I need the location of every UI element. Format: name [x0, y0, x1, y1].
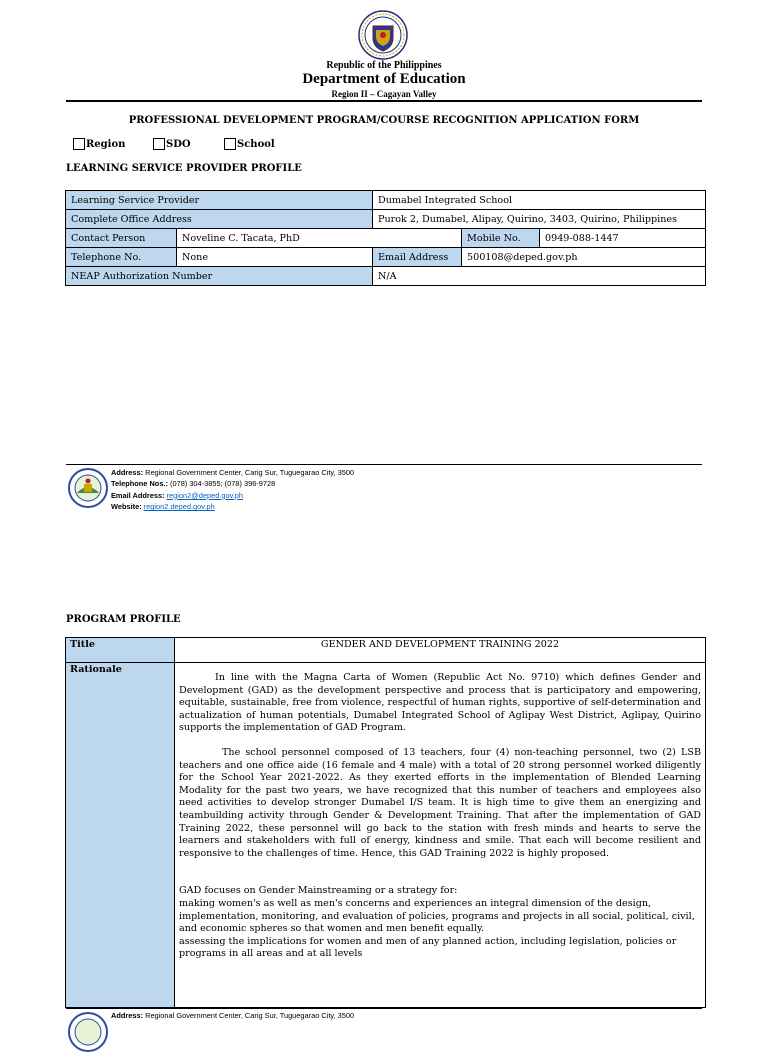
- footer-website-label: Website:: [111, 502, 142, 512]
- gad-intro: GAD focuses on Gender Mainstreaming or a strategy for:: [179, 885, 458, 897]
- table-row: [66, 267, 706, 286]
- region-heading: Region II – Cagayan Valley: [331, 89, 437, 99]
- republic-heading: Republic of the Philippines: [326, 60, 442, 71]
- address-value: Purok 2, Dumabel, Alipay, Quirino, 3403, Quirino, Philippines: [373, 210, 706, 229]
- table-row: [66, 210, 706, 229]
- checkbox-region[interactable]: [73, 138, 125, 150]
- footer-address-label: Address:: [111, 1011, 144, 1020]
- footer-divider: [66, 1008, 702, 1009]
- rationale-content: [175, 663, 706, 1008]
- checkbox-label: SDO: [166, 138, 191, 150]
- footer-email-label: Email Address:: [111, 490, 165, 500]
- checkbox-box[interactable]: [73, 138, 85, 150]
- telephone-value: None: [177, 248, 373, 267]
- region-logo: [68, 1011, 108, 1053]
- table-row: [66, 191, 706, 210]
- table-row: [66, 638, 706, 663]
- mobile-label: Mobile No.: [462, 229, 540, 248]
- footer-email-link[interactable]: region2@deped.gov.ph: [166, 490, 243, 500]
- program-section-title: PROGRAM PROFILE: [66, 614, 181, 625]
- footer-website-link[interactable]: region2.deped.gov.ph: [143, 502, 215, 512]
- neap-label: NEAP Authorization Number: [66, 267, 373, 286]
- contact-value: Noveline C. Tacata, PhD: [177, 229, 462, 248]
- checkbox-label: School: [237, 138, 275, 150]
- footer-telephone: (078) 304-3855; (078) 396-9728: [170, 479, 276, 489]
- footer-divider: [66, 464, 702, 465]
- contact-label: Contact Person: [66, 229, 177, 248]
- lsp-section-title: LEARNING SERVICE PROVIDER PROFILE: [66, 163, 302, 174]
- footer-address-label: Address:: [111, 468, 144, 477]
- program-profile-table: [65, 637, 706, 1008]
- footer-address: Regional Government Center, Carig Sur, Tuguegarao City, 3500: [145, 468, 355, 477]
- address-label: Complete Office Address: [66, 210, 373, 229]
- deped-seal-logo: [358, 10, 408, 60]
- footer-address: Regional Government Center, Carig Sur, Tuguegarao City, 3500: [145, 1011, 355, 1020]
- table-row: [66, 663, 706, 1008]
- header-divider: [66, 100, 702, 102]
- footer-contact: [111, 1010, 354, 1021]
- gad-point-1: making women's as well as men's concerns and experiences an integral dimension of the design, implementation, monitoring, and evaluation of policies, programs and projects in all social, political, civil, and economic spheres so that women and men benefit equally.: [179, 897, 695, 935]
- checkbox-label: Region: [86, 138, 126, 150]
- footer-telephone-label: Telephone Nos.:: [111, 479, 168, 489]
- provider-value: Dumabel Integrated School: [373, 191, 706, 210]
- checkbox-sdo[interactable]: [153, 138, 191, 150]
- rationale-paragraph-1: In line with the Magna Carta of Women (Republic Act No. 9710) which defines Gender and Development (GAD) as the development perspective and process that is participatory and empowering, equitable, sustainable, free from violence, respectful of human rights, supportive of self-determination and actualization of human potentials, Dumabel Integrated School of Aglipay West District, Aglipay, Quirino supports the implementation of GAD Program.: [179, 672, 701, 734]
- email-label: Email Address: [373, 248, 462, 267]
- table-row: [66, 229, 706, 248]
- neap-value: N/A: [373, 267, 706, 286]
- title-value: GENDER AND DEVELOPMENT TRAINING 2022: [175, 638, 706, 663]
- email-value: 500108@deped.gov.ph: [462, 248, 706, 267]
- department-heading: Department of Education: [302, 71, 466, 87]
- mobile-value: 0949-088-1447: [540, 229, 706, 248]
- title-label: Title: [66, 638, 175, 663]
- checkbox-box[interactable]: [224, 138, 236, 150]
- form-title: PROFESSIONAL DEVELOPMENT PROGRAM/COURSE RECOGNITION APPLICATION FORM: [128, 115, 640, 126]
- gad-point-2: assessing the implications for women and men of any planned action, including legislation, policies or programs in all areas and at all levels: [179, 935, 677, 960]
- checkbox-box[interactable]: [153, 138, 165, 150]
- region-logo: [68, 467, 108, 509]
- rationale-paragraph-2: The school personnel composed of 13 teachers, four (4) non-teaching personnel, two (2) LSB teachers and one office aide (16 female and 4 male) with a total of 20 strong personnel worked diligently for the School Year 2021-2022. As they exerted efforts in the implementation of Blended Learning Modality for the past two years, we have recognized that this number of teachers and employees also need activities to develop stronger Dumabel I/S team. It is high time to give them an energizing and teambuilding activity through Gender & Development Training. That after the implementation of GAD Training 2022, these personnel will go back to the station with fresh minds and hearts to serve the learners and stakeholders with full of energy, kindness and smile. That each will become resilient and responsive to the challenges of time. Hence, this GAD Training 2022 is highly proposed.: [179, 746, 701, 859]
- telephone-label: Telephone No.: [66, 248, 177, 267]
- footer-contact: [111, 467, 354, 513]
- checkbox-school[interactable]: [224, 138, 275, 150]
- lsp-profile-table: [65, 190, 706, 286]
- provider-label: Learning Service Provider: [66, 191, 373, 210]
- table-row: [66, 248, 706, 267]
- rationale-label: Rationale: [66, 663, 175, 1008]
